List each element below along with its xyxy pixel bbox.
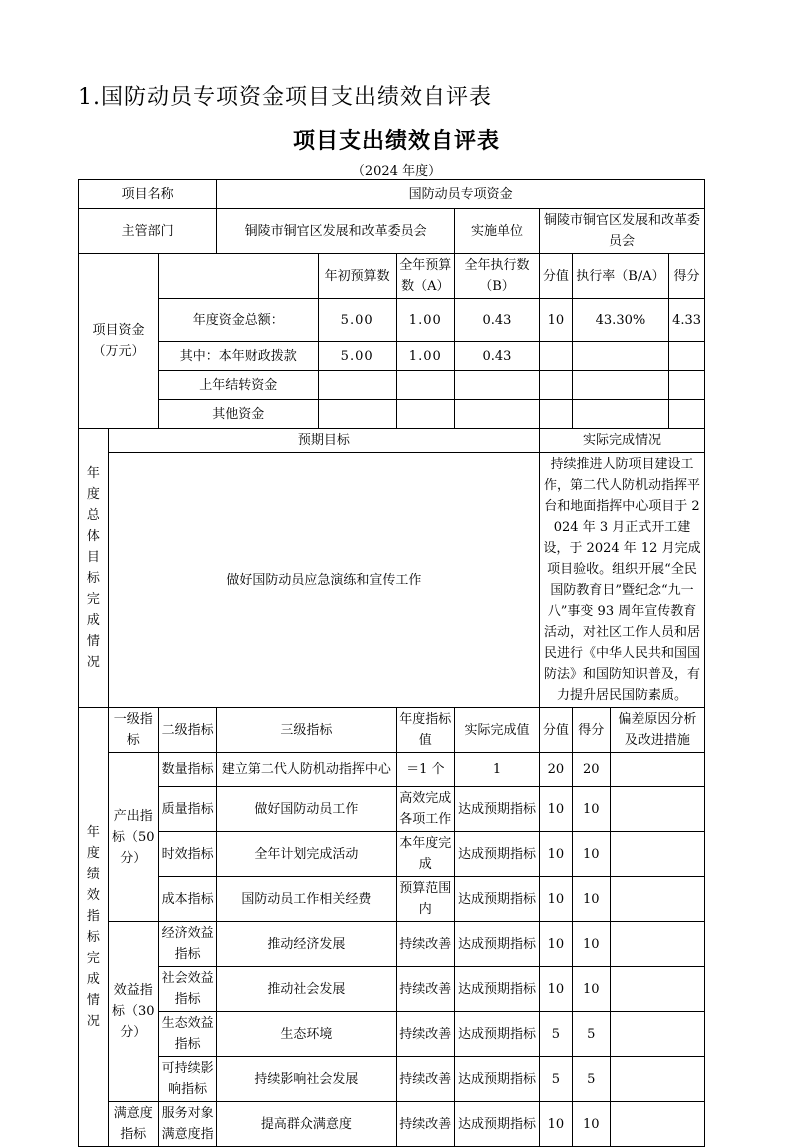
funds-header-full: 全年预算数（A）: [396, 254, 454, 299]
ind-score-value: 10: [540, 832, 573, 877]
ind-header-level3: 三级指标: [217, 708, 396, 753]
ind-level3: 做好国防动员工作: [217, 787, 396, 832]
impl-label: 实施单位: [454, 209, 539, 254]
ind-level2: 服务对象满意度指: [158, 1102, 216, 1147]
funds-row-score: [669, 400, 705, 429]
ind-score-value: 10: [540, 967, 573, 1012]
ind-level2: 时效指标: [158, 832, 216, 877]
ind-level3: 持续影响社会发展: [217, 1057, 396, 1102]
funds-row-initial: [318, 400, 396, 429]
indicator-row: [79, 922, 705, 967]
ind-actual: 达成预期指标: [454, 967, 539, 1012]
funds-row-label: 其中：本年财政拨款: [158, 342, 318, 371]
funds-row: [79, 342, 705, 371]
ind-actual: 达成预期指标: [454, 1012, 539, 1057]
ind-header-actual: 实际完成值: [454, 708, 539, 753]
ind-reason: [610, 753, 704, 787]
funds-row: [79, 299, 705, 342]
funds-row: [79, 400, 705, 429]
document-title: 项目支出绩效自评表: [292, 128, 500, 154]
ind-target: 持续改善: [396, 1102, 454, 1147]
funds-row-full: 1.00: [396, 299, 454, 342]
goals-expected-header: 预期目标: [108, 429, 539, 453]
funds-row-rate: [572, 342, 668, 371]
ind-score: 10: [572, 787, 610, 832]
project-name-row: [79, 180, 705, 209]
ind-header-target: 年度指标值: [396, 708, 454, 753]
ind-header-score: 得分: [572, 708, 610, 753]
funds-header-blank: [158, 254, 318, 299]
ind-score: 10: [572, 832, 610, 877]
funds-row-executed: [454, 371, 539, 400]
ind-target: 持续改善: [396, 967, 454, 1012]
funds-header-rate: 执行率（B/A）: [572, 254, 668, 299]
ind-reason: [610, 922, 704, 967]
ind-level2: 生态效益指标: [158, 1012, 216, 1057]
ind-level2: 质量指标: [158, 787, 216, 832]
ind-actual: 达成预期指标: [454, 1102, 539, 1147]
ind-target: ＝1 个: [396, 753, 454, 787]
funds-row-score-value: 10: [540, 299, 573, 342]
ind-target: 高效完成各项工作: [396, 787, 454, 832]
funds-row-full: [396, 400, 454, 429]
indicator-row: [79, 832, 705, 877]
ind-level2: 社会效益指标: [158, 967, 216, 1012]
ind-score-value: 20: [540, 753, 573, 787]
ind-actual: 达成预期指标: [454, 832, 539, 877]
ind-score-value: 10: [540, 877, 573, 922]
funds-row-score-value: [540, 342, 573, 371]
ind-header-reason: 偏差原因分析及改进措施: [610, 708, 704, 753]
impl-value: 铜陵市铜官区发展和改革委员会: [540, 209, 705, 254]
ind-score: 10: [572, 967, 610, 1012]
indicator-row: [79, 1057, 705, 1102]
funds-row-initial: 5.00: [318, 299, 396, 342]
funds-row-executed: [454, 400, 539, 429]
ind-reason: [610, 832, 704, 877]
goals-header-row: [79, 429, 705, 453]
ind-score-value: 5: [540, 1012, 573, 1057]
funds-row-score: [669, 342, 705, 371]
ind-reason: [610, 1012, 704, 1057]
funds-header-initial: 年初预算数: [318, 254, 396, 299]
ind-target: 本年度完成: [396, 832, 454, 877]
funds-row-full: 1.00: [396, 342, 454, 371]
funds-row-score: [669, 371, 705, 400]
funds-row-label: 上年结转资金: [158, 371, 318, 400]
funds-row-initial: [318, 371, 396, 400]
ind-actual: 达成预期指标: [454, 877, 539, 922]
indicator-row: [79, 1012, 705, 1057]
funds-header-row: [79, 254, 705, 299]
goals-section-label: 年度总体目标完成情况: [79, 429, 109, 708]
department-row: [79, 209, 705, 254]
ind-level2: 成本指标: [158, 877, 216, 922]
ind-level3: 推动社会发展: [217, 967, 396, 1012]
ind-target: 持续改善: [396, 1057, 454, 1102]
funds-row-score: 4.33: [669, 299, 705, 342]
indicator-row: [79, 1102, 705, 1147]
dept-label: 主管部门: [79, 209, 217, 254]
funds-row-label: 年度资金总额：: [158, 299, 318, 342]
funds-row-score-value: [540, 371, 573, 400]
indicators-header-row: [79, 708, 705, 753]
performance-table: [78, 179, 705, 1147]
ind-reason: [610, 787, 704, 832]
ind-level3: 建立第二代人防机动指挥中心: [217, 753, 396, 787]
funds-row-executed: 0.43: [454, 299, 539, 342]
indicator-row: [79, 787, 705, 832]
ind-target: 预算范围内: [396, 877, 454, 922]
ind-level2: 经济效益指标: [158, 922, 216, 967]
funds-row-rate: 43.30%: [572, 299, 668, 342]
ind-reason: [610, 877, 704, 922]
document-year: （2024 年度）: [351, 164, 442, 179]
ind-score-value: 10: [540, 787, 573, 832]
ind-score: 5: [572, 1057, 610, 1102]
ind-actual: 达成预期指标: [454, 922, 539, 967]
ind-header-level2: 二级指标: [158, 708, 216, 753]
section-heading: 1.国防动员专项资金项目支出绩效自评表: [78, 85, 492, 110]
funds-row-full: [396, 371, 454, 400]
funds-header-executed: 全年执行数（B）: [454, 254, 539, 299]
funds-header-score: 得分: [669, 254, 705, 299]
ind-level3: 提高群众满意度: [217, 1102, 396, 1147]
goals-expected-text: 做好国防动员应急演练和宣传工作: [108, 453, 539, 708]
ind-score-value: 5: [540, 1057, 573, 1102]
ind-group-output-label: 产出指标（50 分）: [108, 753, 158, 922]
goals-actual-text: 持续推进人防项目建设工作，第二代人防机动指挥平台和地面指挥中心项目于 2024 年 3 月正式开工建设，于 2024 年 12 月完成项目验收。组织开展“全民国防教育日”暨纪念“九一八”事变 93 周年宣传教育活动，对社区工作人员和居民进行《中华人民共和国国防法》和国防知识普及，有力提升居民国防素质。: [540, 453, 705, 708]
funds-header-score-value: 分值: [540, 254, 573, 299]
dept-value: 铜陵市铜官区发展和改革委员会: [217, 209, 455, 254]
ind-reason: [610, 1102, 704, 1147]
project-name-label: 项目名称: [79, 180, 217, 209]
ind-score-value: 10: [540, 922, 573, 967]
ind-level3: 生态环境: [217, 1012, 396, 1057]
indicator-row: [79, 877, 705, 922]
funds-label: 项目资金（万元）: [79, 254, 159, 429]
indicator-row: [79, 753, 705, 787]
ind-actual: 达成预期指标: [454, 787, 539, 832]
ind-reason: [610, 1057, 704, 1102]
ind-reason: [610, 967, 704, 1012]
ind-score: 10: [572, 877, 610, 922]
ind-score-value: 10: [540, 1102, 573, 1147]
ind-score: 5: [572, 1012, 610, 1057]
ind-actual: 1: [454, 753, 539, 787]
ind-level2: 可持续影响指标: [158, 1057, 216, 1102]
funds-row-rate: [572, 400, 668, 429]
indicator-row: [79, 967, 705, 1012]
ind-score: 20: [572, 753, 610, 787]
ind-score: 10: [572, 1102, 610, 1147]
funds-row-executed: 0.43: [454, 342, 539, 371]
funds-row-rate: [572, 371, 668, 400]
ind-group-benefit-label: 效益指标（30 分）: [108, 922, 158, 1102]
goals-content-row: [79, 453, 705, 708]
ind-score: 10: [572, 922, 610, 967]
ind-target: 持续改善: [396, 922, 454, 967]
goals-actual-header: 实际完成情况: [540, 429, 705, 453]
funds-row-initial: 5.00: [318, 342, 396, 371]
ind-group-satisfaction-label: 满意度指标: [108, 1102, 158, 1147]
project-name-value: 国防动员专项资金: [217, 180, 705, 209]
ind-target: 持续改善: [396, 1012, 454, 1057]
ind-actual: 达成预期指标: [454, 1057, 539, 1102]
ind-level3: 全年计划完成活动: [217, 832, 396, 877]
ind-header-score-value: 分值: [540, 708, 573, 753]
funds-row-label: 其他资金: [158, 400, 318, 429]
ind-level2: 数量指标: [158, 753, 216, 787]
funds-row: [79, 371, 705, 400]
indicators-section-label: 年度绩效指标完成情况: [79, 708, 109, 1147]
ind-level3: 推动经济发展: [217, 922, 396, 967]
ind-header-level1: 一级指标: [108, 708, 158, 753]
funds-row-score-value: [540, 400, 573, 429]
ind-level3: 国防动员工作相关经费: [217, 877, 396, 922]
